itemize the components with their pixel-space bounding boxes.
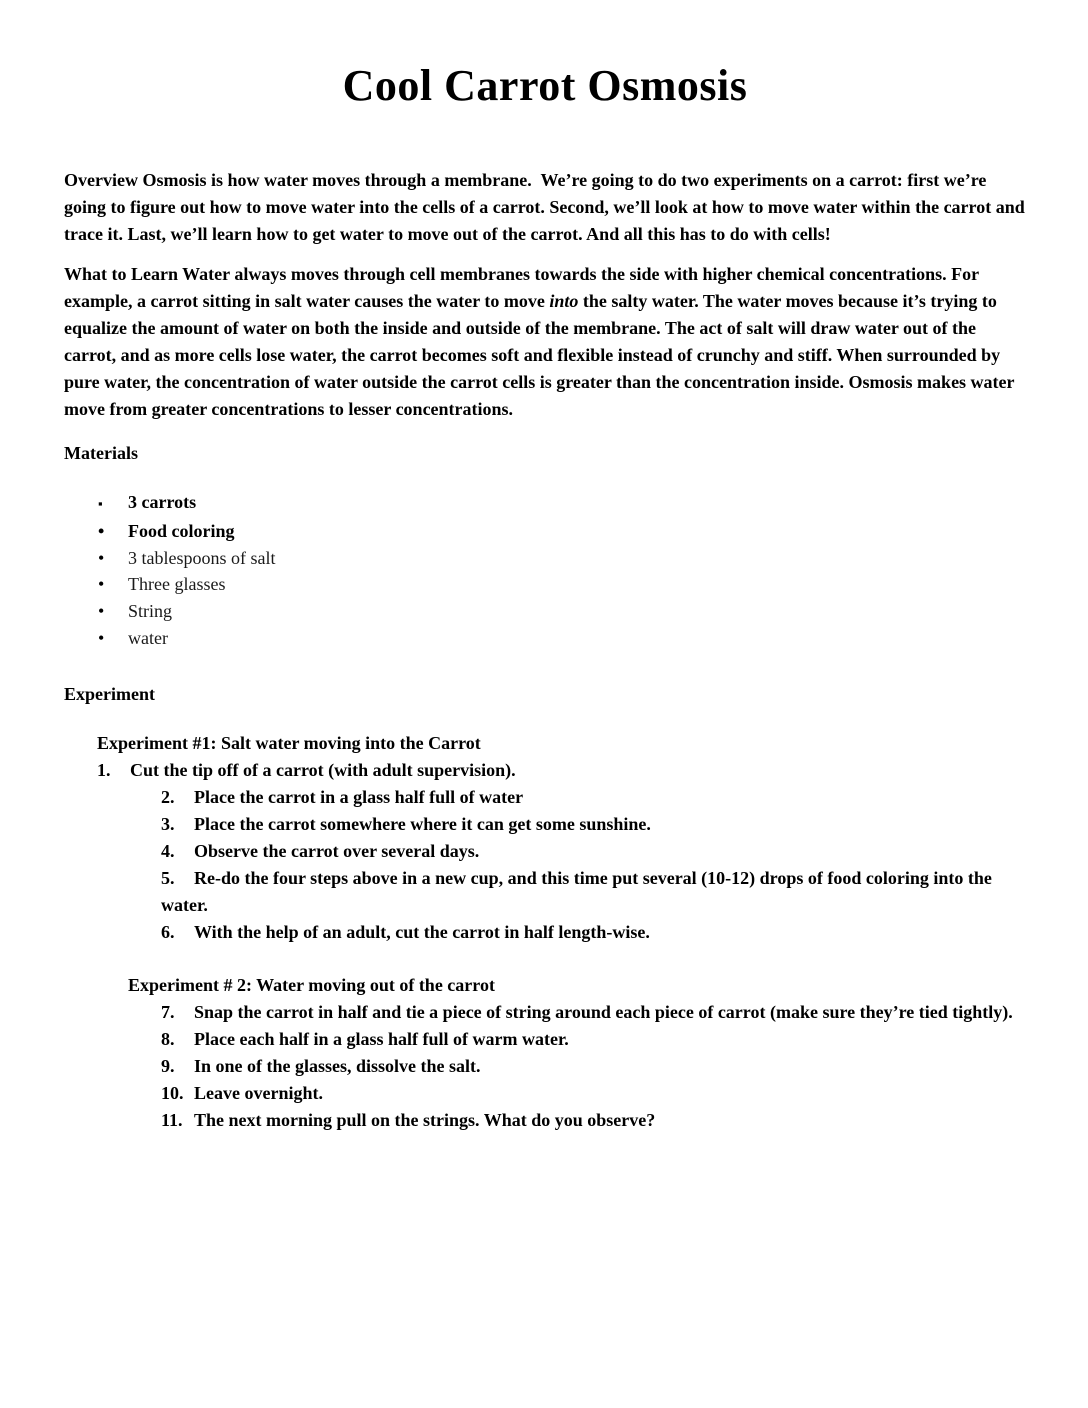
- step-item: [161, 1107, 1026, 1134]
- round-bullet-icon: •: [98, 574, 105, 595]
- experiment-2-steps: [64, 999, 1026, 1134]
- step-item: [161, 1053, 1026, 1080]
- experiment-1-block: [64, 730, 1026, 946]
- step-number: 9.: [161, 1055, 175, 1076]
- material-item: [98, 625, 1026, 652]
- step-item: [161, 1026, 1026, 1053]
- step-number: 11.: [161, 1109, 183, 1130]
- overview-text: Osmosis is how water moves through a membrane. We’re going to do two experiments on a carrot: first we’re going to figure out how to move water into the cells of a carrot. Second, we’ll look at how to move water within the carrot and trace it. Last, we’ll learn how to get water to move out of the carrot. And all this has to do with cells!: [64, 170, 1025, 244]
- step-item: [161, 838, 1026, 865]
- step-text: Place the carrot in a glass half full of water: [194, 786, 524, 807]
- what-to-learn-italic-word: into: [549, 291, 579, 311]
- step-number: 6.: [161, 921, 175, 942]
- material-item-label: Three glasses: [128, 574, 226, 595]
- materials-list: [64, 489, 1026, 652]
- experiment-2-title: Experiment # 2: Water moving out of the carrot: [128, 974, 495, 995]
- step-text: The next morning pull on the strings. What do you observe?: [194, 1109, 656, 1130]
- step-item: [161, 999, 1026, 1026]
- step-text: Snap the carrot in half and tie a piece of string around each piece of carrot (make sure they’re tied tightly).: [194, 1001, 1013, 1022]
- experiment-1-title: Experiment #1: Salt water moving into the Carrot: [97, 732, 481, 753]
- overview-paragraph: [64, 167, 1026, 248]
- materials-heading: Materials: [64, 443, 138, 463]
- experiment-1-steps: [64, 757, 1026, 946]
- square-bullet-icon: ▪: [98, 496, 103, 511]
- step-item: [161, 919, 1026, 946]
- step-item: [97, 757, 1026, 784]
- what-to-learn-text-after: the salty water. The water moves because it’s trying to equalize the amount of water on both the inside and outside of the membrane. The act of salt will draw water out of the carrot, and as more cells lose water, the carrot becomes soft and flexible instead of crunchy and stiff. When surrounded by pure water, the concentration of water outside the carrot cells is greater than the concentration inside. Osmosis makes water move from greater concentrations to lesser concentrations.: [64, 291, 1015, 419]
- step-number: 5.: [161, 867, 175, 888]
- what-to-learn-label: What to Learn: [64, 264, 178, 284]
- step-item: [161, 784, 1026, 811]
- material-item-label: 3 tablespoons of salt: [128, 547, 276, 568]
- step-text: With the help of an adult, cut the carrot in half length-wise.: [194, 921, 650, 942]
- step-number: 1.: [97, 759, 111, 780]
- material-item-label: Food coloring: [128, 520, 235, 541]
- step-number: 3.: [161, 813, 175, 834]
- step-item: [161, 811, 1026, 838]
- material-item-label: String: [128, 601, 173, 622]
- step-text: Cut the tip off of a carrot (with adult supervision).: [130, 759, 516, 780]
- step-text: Place the carrot somewhere where it can get some sunshine.: [194, 813, 651, 834]
- round-bullet-icon: •: [98, 627, 105, 648]
- overview-label: Overview: [64, 170, 138, 190]
- step-item: [161, 1080, 1026, 1107]
- experiment-heading: Experiment: [64, 683, 155, 704]
- step-item: [161, 865, 1026, 919]
- step-number: 2.: [161, 786, 175, 807]
- round-bullet-icon: •: [98, 601, 105, 622]
- document-title: Cool Carrot Osmosis: [342, 61, 748, 110]
- step-text: Observe the carrot over several days.: [194, 840, 480, 861]
- what-to-learn-text-before: Water always moves through cell membranes towards the side with higher chemical concentrations. For example, a carrot sitting in salt water causes the water to move: [64, 264, 979, 311]
- material-item: [98, 545, 1026, 572]
- material-item-label: 3 carrots: [128, 492, 197, 512]
- material-item-label: water: [128, 627, 168, 648]
- material-item: [98, 518, 1026, 545]
- what-to-learn-paragraph: [64, 261, 1026, 423]
- step-text: Re-do the four steps above in a new cup, and this time put several (10-12) drops of food coloring into the water.: [161, 867, 992, 915]
- round-bullet-icon: •: [98, 547, 105, 568]
- round-bullet-icon: •: [98, 520, 105, 541]
- step-text: Leave overnight.: [194, 1082, 323, 1103]
- material-item: [98, 598, 1026, 625]
- step-text: Place each half in a glass half full of warm water.: [194, 1028, 569, 1049]
- material-item: [98, 489, 1026, 518]
- step-number: 10.: [161, 1082, 184, 1103]
- step-text: In one of the glasses, dissolve the salt.: [194, 1055, 481, 1076]
- experiment-2-block: [64, 972, 1026, 1134]
- step-number: 8.: [161, 1028, 175, 1049]
- step-number: 4.: [161, 840, 175, 861]
- material-item: [98, 571, 1026, 598]
- step-number: 7.: [161, 1001, 175, 1022]
